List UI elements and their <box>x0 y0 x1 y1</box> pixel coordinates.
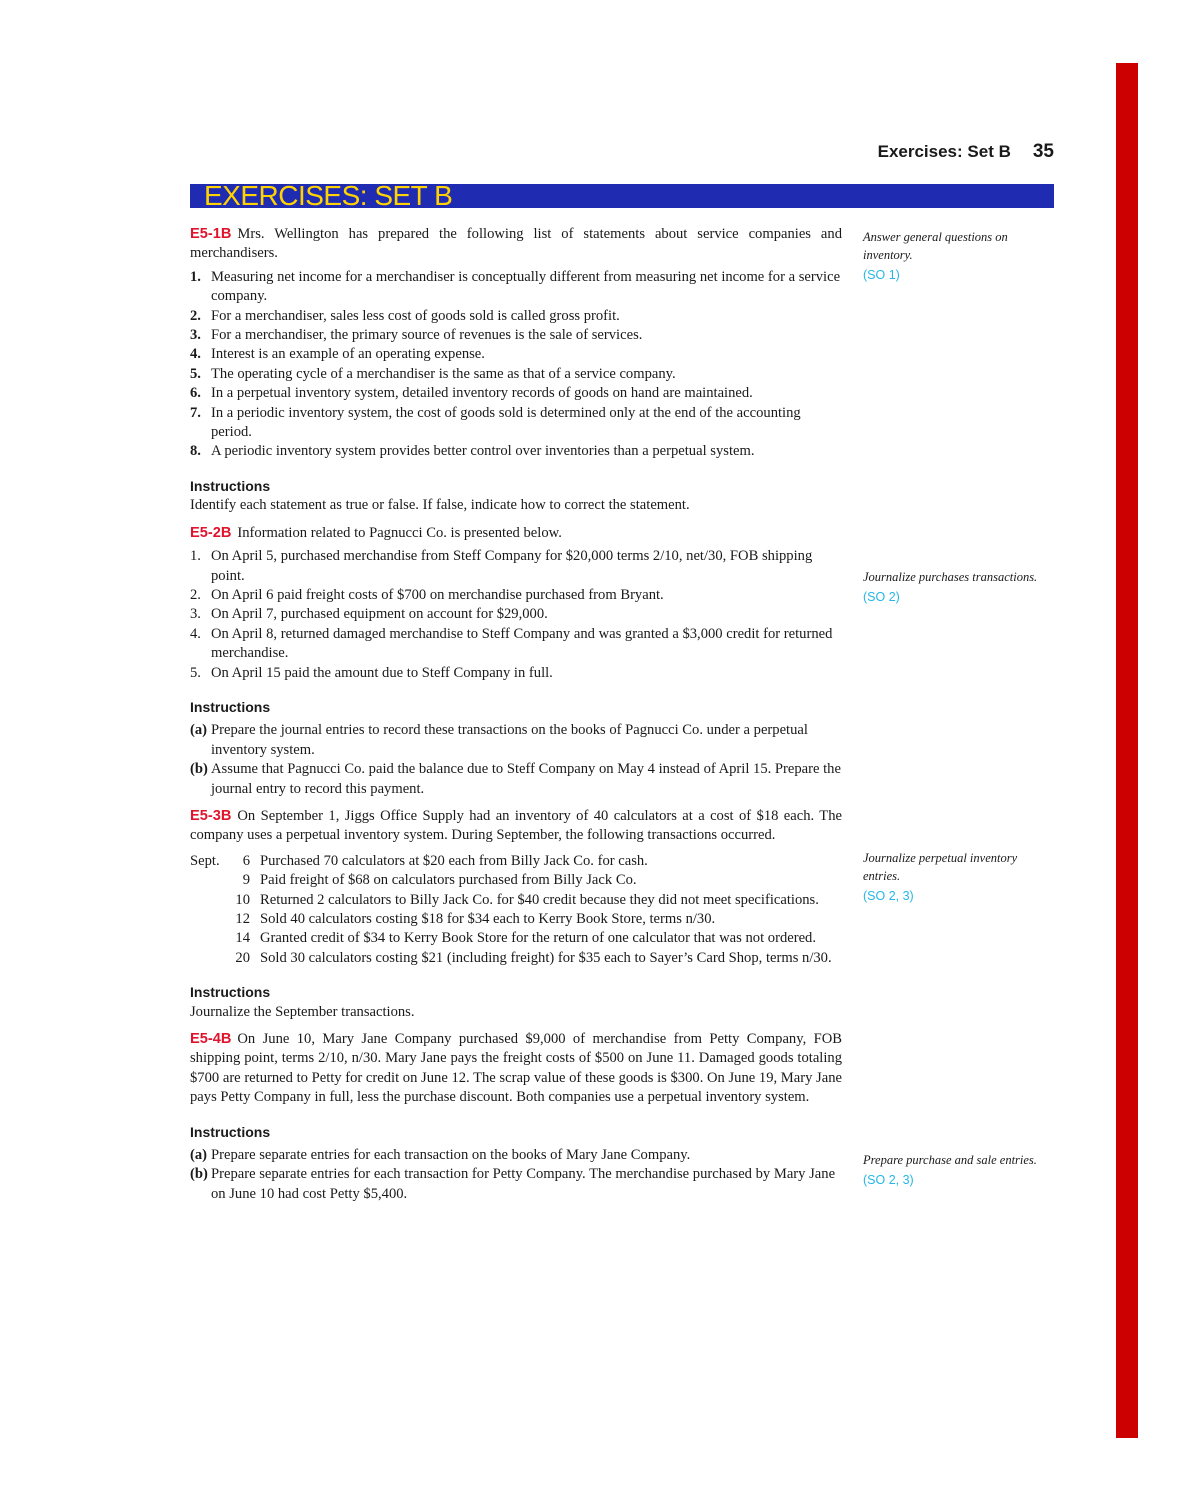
item-text: In a periodic inventory system, the cost of goods sold is determined only at the end of the accounting period. <box>211 404 801 441</box>
part-label: (b) <box>190 761 208 778</box>
item-text: Measuring net income for a merchandiser is conceptually different from measuring net income for a service company. <box>211 268 841 305</box>
list-item <box>190 1165 842 1204</box>
item-text: On April 7, purchased equipment on account for $29,000. <box>211 606 548 623</box>
running-head-title: Exercises: Set B <box>877 142 1011 161</box>
statement-list <box>190 268 842 462</box>
part-text: Prepare the journal entries to record these transactions on the books of Pagnucci Co. under a perpetual inventory system. <box>211 722 808 758</box>
study-objective-ref: (SO 2) <box>863 590 900 604</box>
list-item <box>190 268 842 307</box>
transaction-row <box>190 852 842 871</box>
exercise-intro <box>190 524 842 543</box>
part-text: Assume that Pagnucci Co. paid the balance due to Steff Company on May 4 instead of April 15. Prepare the journal entry to record this payment. <box>211 761 841 797</box>
instructions-heading: Instructions <box>190 1123 271 1140</box>
exercise-label: E5-4B <box>190 1031 232 1048</box>
transaction-text: Returned 2 calculators to Billy Jack Co. for $40 credit because they did not meet specifications. <box>260 891 819 908</box>
transaction-month <box>190 891 232 910</box>
exercise-intro <box>190 807 842 846</box>
part-text: Prepare separate entries for each transaction on the books of Mary Jane Company. <box>211 1147 691 1164</box>
transaction-row <box>190 910 842 929</box>
item-number: 1. <box>190 268 201 285</box>
transaction-text: Sold 30 calculators costing $21 (including freight) for $35 each to Sayer’s Card Shop, terms n/30. <box>260 949 832 966</box>
margin-note-e5-1b <box>863 228 1053 284</box>
margin-note-e5-2b <box>863 568 1053 606</box>
section-title: EXERCISES: SET B <box>204 184 453 208</box>
margin-note-text: Journalize purchases transactions. <box>863 570 1038 584</box>
item-text: On April 6 paid freight costs of $700 on merchandise purchased from Bryant. <box>211 586 664 603</box>
study-objective-ref: (SO 2, 3) <box>863 1173 914 1187</box>
exercise-intro-text: Mrs. Wellington has prepared the following list of statements about service companies and merchandisers. <box>190 226 842 262</box>
list-item <box>190 442 842 461</box>
item-text: For a merchandiser, sales less cost of goods sold is called gross profit. <box>211 307 620 324</box>
exercise-label: E5-1B <box>190 226 232 242</box>
exercise-intro <box>190 225 842 264</box>
exercise-intro-text: Information related to Pagnucci Co. is presented below. <box>237 524 562 541</box>
transaction-row <box>190 891 842 910</box>
exercise-e5-1b <box>190 225 842 516</box>
list-item <box>190 605 842 624</box>
transaction-month <box>190 949 232 968</box>
instructions-heading: Instructions <box>190 477 271 494</box>
exercise-intro-text: On September 1, Jiggs Office Supply had an inventory of 40 calculators at a cost of $18 each. The company uses a perpetual inventory system. During September, the following transactions occurred. <box>190 807 842 844</box>
list-item <box>190 625 842 664</box>
page-number: 35 <box>1032 141 1054 162</box>
margin-note-text: Prepare purchase and sale entries. <box>863 1153 1037 1167</box>
transaction-row <box>190 929 842 948</box>
study-objective-ref: (SO 2, 3) <box>863 889 914 903</box>
item-number: 4. <box>190 625 201 642</box>
transaction-row <box>190 871 842 890</box>
list-item <box>190 404 842 443</box>
list-item <box>190 586 842 605</box>
item-text: In a perpetual inventory system, detailed inventory records of goods on hand are maintained. <box>211 385 753 402</box>
part-label: (a) <box>190 1147 208 1164</box>
transaction-table <box>190 852 842 968</box>
margin-note-text: Answer general questions on inventory. <box>863 230 1008 262</box>
transaction-text: Purchased 70 calculators at $20 each from Billy Jack Co. for cash. <box>260 852 648 869</box>
page-edge-bar <box>1116 63 1138 1438</box>
list-item <box>190 384 842 403</box>
section-banner <box>190 184 1054 208</box>
exercise-e5-3b <box>190 807 842 1022</box>
exercise-e5-2b <box>190 524 842 799</box>
transaction-text: Granted credit of $34 to Kerry Book Store for the return of one calculator that was not ordered. <box>260 930 816 947</box>
transaction-month <box>190 910 232 929</box>
exercise-label: E5-3B <box>190 807 232 824</box>
transaction-day: 12 <box>235 911 250 927</box>
transaction-month: Sept. <box>190 852 220 869</box>
list-item <box>190 326 842 345</box>
transaction-day: 14 <box>235 930 250 947</box>
item-number: 3. <box>190 327 201 344</box>
list-item <box>190 307 842 326</box>
instruction-parts <box>190 1146 842 1204</box>
transaction-row <box>190 949 842 968</box>
transaction-list <box>190 547 842 683</box>
item-number: 5. <box>190 365 201 382</box>
transaction-text: Sold 40 calculators costing $18 for $34 each to Kerry Book Store, terms n/30. <box>260 911 716 927</box>
running-head <box>820 141 1054 163</box>
instruction-parts <box>190 721 842 799</box>
list-item <box>190 1146 842 1165</box>
transaction-text: Paid freight of $68 on calculators purchased from Billy Jack Co. <box>260 872 637 889</box>
margin-note-e5-3b <box>863 849 1053 905</box>
exercise-intro <box>190 1030 842 1108</box>
instructions-heading: Instructions <box>190 984 271 1001</box>
part-text: Prepare separate entries for each transaction for Petty Company. The merchandise purchased by Mary Jane on June 10 had cost Petty $5,400. <box>211 1166 836 1202</box>
item-text: For a merchandiser, the primary source of revenues is the sale of services. <box>211 327 643 344</box>
study-objective-ref: (SO 1) <box>863 268 900 282</box>
margin-note-e5-4b <box>863 1151 1053 1189</box>
transaction-day: 20 <box>235 949 250 966</box>
list-item <box>190 760 842 799</box>
item-number: 1. <box>190 548 201 565</box>
exercise-e5-4b <box>190 1030 842 1204</box>
list-item <box>190 664 842 683</box>
transaction-day: 9 <box>242 872 250 889</box>
item-number: 3. <box>190 606 201 623</box>
item-text: The operating cycle of a merchandiser is the same as that of a service company. <box>211 365 676 382</box>
list-item <box>190 345 842 364</box>
item-number: 6. <box>190 385 201 402</box>
item-number: 4. <box>190 346 201 363</box>
exercises-column <box>190 225 842 1204</box>
part-label: (a) <box>190 722 208 739</box>
instructions-text: Identify each statement as true or false. If false, indicate how to correct the statement. <box>190 497 690 514</box>
instructions-heading: Instructions <box>190 698 271 715</box>
margin-note-text: Journalize perpetual inventory entries. <box>863 851 1018 883</box>
transaction-day: 6 <box>242 852 250 869</box>
list-item <box>190 721 842 760</box>
transaction-month <box>190 871 232 890</box>
list-item <box>190 547 842 586</box>
item-number: 5. <box>190 664 201 681</box>
transaction-month <box>190 929 232 948</box>
exercise-label: E5-2B <box>190 524 232 541</box>
item-number: 2. <box>190 307 201 324</box>
list-item <box>190 365 842 384</box>
item-number: 2. <box>190 586 201 603</box>
item-number: 7. <box>190 404 201 421</box>
item-text: Interest is an example of an operating expense. <box>211 346 485 363</box>
exercise-intro-text: On June 10, Mary Jane Company purchased $9,000 of merchandise from Petty Company, FOB shipping point, terms 2/10, n/30. Mary Jane pays the freight costs of $500 on June 11. Damaged goods totaling $700 are returned to Petty for credit on June 12. The scrap value of these goods is $300. On June 19, Mary Jane pays Petty Company in full, less the purchase discount. Both companies use a perpetual inventory system. <box>190 1031 842 1106</box>
part-label: (b) <box>190 1166 208 1183</box>
item-text: On April 15 paid the amount due to Steff Company in full. <box>211 664 553 681</box>
item-text: On April 8, returned damaged merchandise to Steff Company and was granted a $3,000 credit for returned merchandise. <box>211 625 833 662</box>
item-text: On April 5, purchased merchandise from Steff Company for $20,000 terms 2/10, net/30, FOB shipping point. <box>211 548 813 584</box>
item-text: A periodic inventory system provides better control over inventories than a perpetual system. <box>211 443 755 460</box>
instructions-text: Journalize the September transactions. <box>190 1003 415 1020</box>
item-number: 8. <box>190 443 201 460</box>
transaction-day: 10 <box>235 891 250 908</box>
